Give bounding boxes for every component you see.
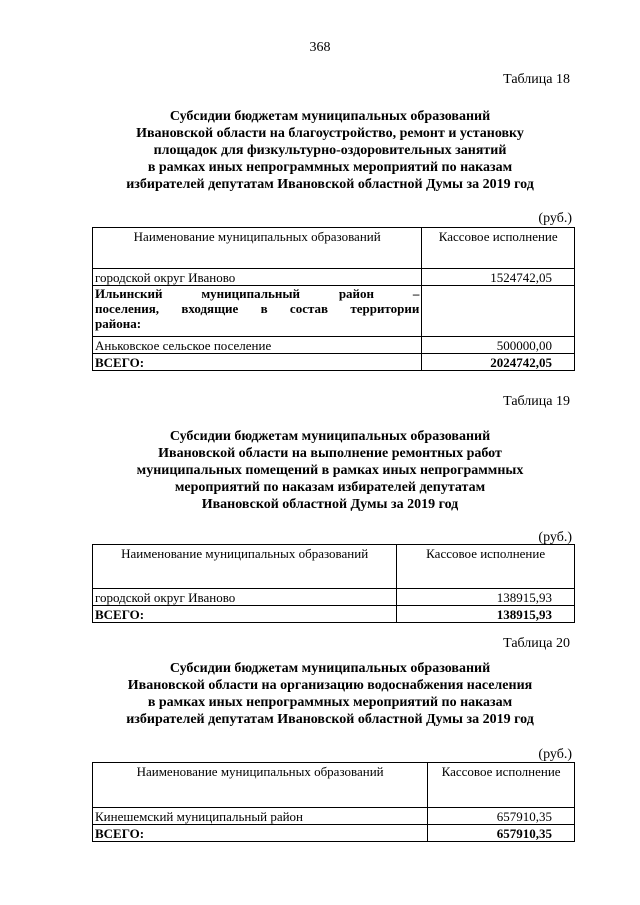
title-line: в рамках иных непрограммных мероприятий по наказам [147, 695, 513, 710]
table-header-row [93, 545, 575, 589]
total-value: 2024742,05 [422, 354, 575, 371]
table-18-title [90, 108, 570, 193]
table-20 [92, 762, 575, 842]
table-total-row [93, 606, 575, 623]
row-value: 500000,00 [422, 337, 575, 354]
table-20-title [90, 660, 570, 728]
group-word: район [338, 286, 375, 301]
page-number: 368 [309, 40, 331, 55]
group-word: – [412, 286, 420, 301]
title-line: избирателей депутатам Ивановской областной Думы за 2019 год [126, 177, 534, 192]
table-row [93, 808, 575, 825]
title-line: муниципальных помещений в рамках иных непрограммных [136, 463, 524, 478]
table-total-row [93, 354, 575, 371]
table-row [93, 337, 575, 354]
table-row [93, 589, 575, 606]
group-line-1 [95, 286, 419, 301]
row-value: 1524742,05 [422, 269, 575, 286]
header-value: Кассовое исполнение [428, 763, 575, 808]
table-row [93, 269, 575, 286]
row-value: 138915,93 [397, 589, 575, 606]
title-line: Субсидии бюджетам муниципальных образований [169, 109, 491, 124]
table-19 [92, 544, 575, 623]
total-label: ВСЕГО: [93, 825, 428, 842]
table-19-title [90, 428, 570, 513]
row-name: Аньковское сельское поселение [93, 337, 422, 354]
row-name: Кинешемский муниципальный район [93, 808, 428, 825]
title-line: в рамках иных непрограммных мероприятий по наказам [147, 160, 513, 175]
table-total-row [93, 825, 575, 842]
group-word: муниципальный [201, 286, 301, 301]
row-name: городской округ Иваново [93, 269, 422, 286]
table-header-row [93, 763, 575, 808]
table-18 [92, 227, 575, 371]
total-label: ВСЕГО: [93, 354, 422, 371]
table-18-label: Таблица 18 [503, 72, 570, 87]
table-19-label: Таблица 19 [503, 394, 570, 409]
header-value: Кассовое исполнение [397, 545, 575, 589]
title-line: Субсидии бюджетам муниципальных образований [169, 661, 491, 676]
group-line-2: поселения, входящие в состав территории [95, 301, 420, 316]
title-line: Ивановской областной Думы за 2019 год [201, 497, 459, 512]
title-line: мероприятий по наказам избирателей депутатам [174, 480, 486, 495]
title-line: Ивановской области на благоустройство, ремонт и установку [136, 126, 524, 141]
header-value: Кассовое исполнение [422, 228, 575, 269]
header-name: Наименование муниципальных образований [93, 228, 422, 269]
title-line: Ивановской области на организацию водоснабжения населения [127, 678, 533, 693]
row-name: городской округ Иваново [93, 589, 397, 606]
header-name: Наименование муниципальных образований [93, 763, 428, 808]
table-header-row [93, 228, 575, 269]
table-18-unit: (руб.) [538, 211, 572, 226]
total-label: ВСЕГО: [93, 606, 397, 623]
total-value: 657910,35 [428, 825, 575, 842]
title-line: Ивановской области на выполнение ремонтных работ [158, 446, 502, 461]
group-line-3: района: [95, 316, 142, 331]
title-line: площадок для физкультурно-оздоровительных занятий [153, 143, 507, 158]
header-name: Наименование муниципальных образований [93, 545, 397, 589]
group-word: Ильинский [95, 286, 163, 301]
total-value: 138915,93 [397, 606, 575, 623]
title-line: Субсидии бюджетам муниципальных образований [169, 429, 491, 444]
table-group-row [93, 286, 575, 337]
table-19-unit: (руб.) [538, 530, 572, 545]
table-20-unit: (руб.) [538, 747, 572, 762]
title-line: избирателей депутатам Ивановской областной Думы за 2019 год [126, 712, 534, 727]
table-20-label: Таблица 20 [503, 636, 570, 651]
row-value: 657910,35 [428, 808, 575, 825]
group-name [93, 286, 422, 337]
group-value-empty [422, 286, 575, 337]
